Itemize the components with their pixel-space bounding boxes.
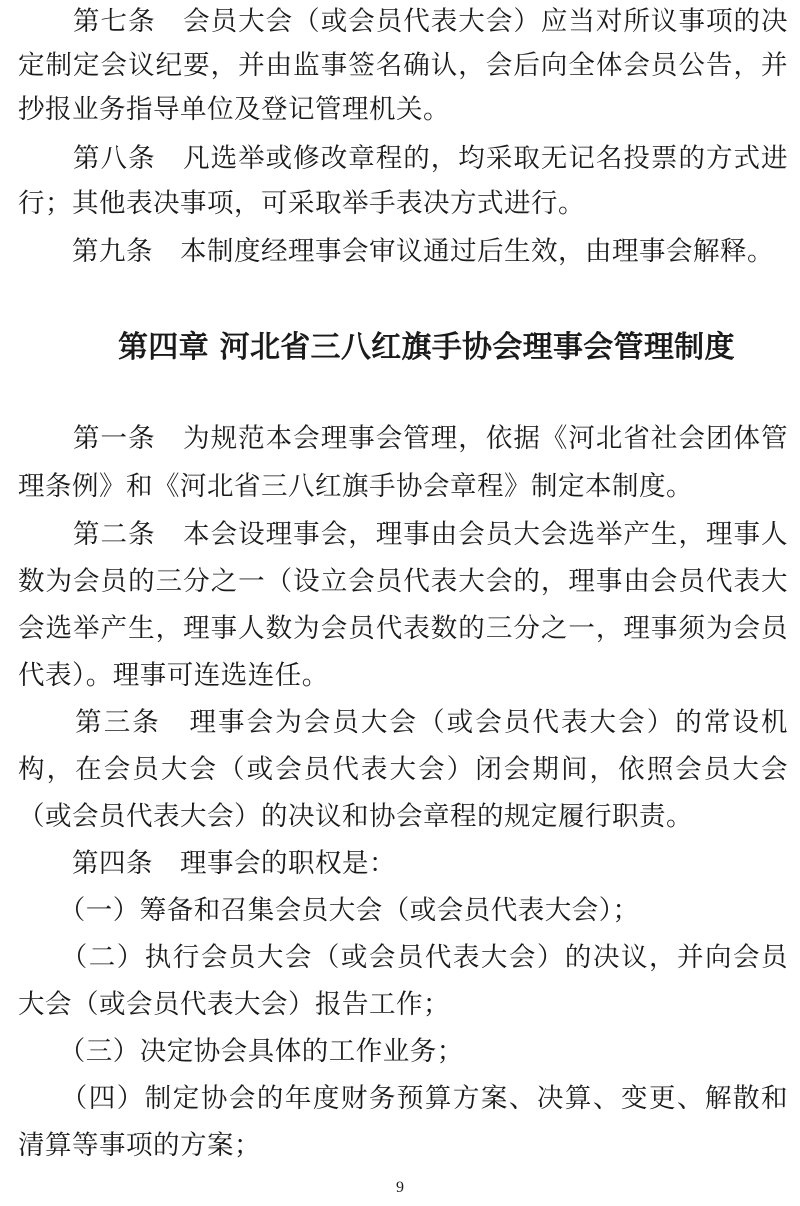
article-7-line-3: 抄报业务指导单位及登记管理机关。 — [18, 94, 450, 125]
chapter-article-2-line-2: 数为会员的三分之一（设立会员代表大会的，理事由会员代表大 — [18, 566, 788, 597]
powers-item-1-line-1: （一）筹备和召集会员大会（或会员代表大会）； — [18, 895, 640, 926]
article-7-line-2: 定制定会议纪要，并由监事签名确认，会后向全体会员公告，并 — [18, 50, 788, 81]
chapter-article-3-line-1: 第三条 理事会为会员大会（或会员代表大会）的常设机 — [18, 707, 788, 738]
powers-item-4-line-1: （四）制定协会的年度财务预算方案、决算、变更、解散和 — [18, 1083, 788, 1114]
powers-item-4-line-2: 清算等事项的方案； — [18, 1130, 261, 1161]
chapter-article-2-line-4: 代表）。理事可连选连任。 — [18, 660, 329, 691]
article-7-line-1: 第七条 会员大会（或会员代表大会）应当对所议事项的决 — [18, 6, 788, 37]
article-8-line-1: 第八条 凡选举或修改章程的，均采取无记名投票的方式进 — [18, 143, 788, 174]
powers-item-2-line-1: （二）执行会员大会（或会员代表大会）的决议，并向会员 — [18, 942, 788, 973]
chapter-article-2-line-3: 会选举产生，理事人数为会员代表数的三分之一，理事须为会员 — [18, 613, 788, 644]
article-9-line-1: 第九条 本制度经理事会审议通过后生效，由理事会解释。 — [18, 236, 774, 267]
chapter-article-1-line-1: 第一条 为规范本会理事会管理，依据《河北省社会团体管 — [18, 423, 788, 454]
chapter-article-3-line-3: （或会员代表大会）的决议和协会章程的规定履行职责。 — [18, 801, 693, 832]
chapter-article-2-line-1: 第二条 本会设理事会，理事由会员大会选举产生，理事人 — [18, 519, 788, 550]
article-8-line-2: 行；其他表决事项，可采取举手表决方式进行。 — [18, 188, 585, 219]
chapter-article-3-line-2: 构，在会员大会（或会员代表大会）闭会期间，依照会员大会 — [18, 754, 788, 785]
powers-item-2-line-2: 大会（或会员代表大会）报告工作； — [18, 989, 450, 1020]
powers-item-3-line-1: （三）决定协会具体的工作业务； — [18, 1036, 464, 1067]
page-number: 9 — [396, 1179, 404, 1196]
chapter-article-4-line-1: 第四条 理事会的职权是： — [18, 848, 396, 879]
chapter-title: 第四章 河北省三八红旗手协会理事会管理制度 — [118, 330, 735, 365]
chapter-article-1-line-2: 理条例》和《河北省三八红旗手协会章程》制定本制度。 — [18, 471, 693, 502]
